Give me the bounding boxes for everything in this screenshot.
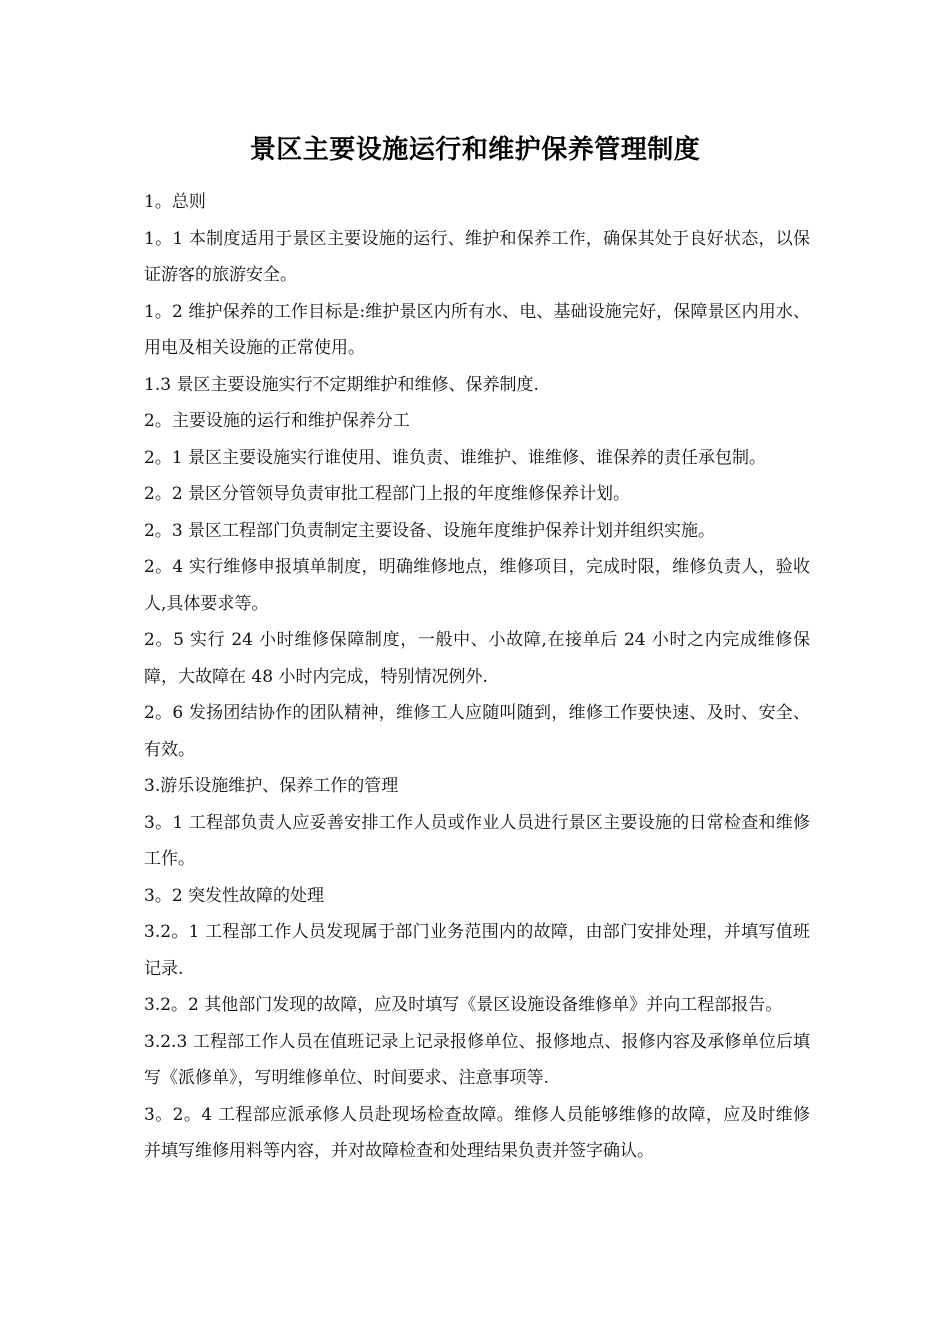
paragraph-2-1: 2。1 景区主要设施实行谁使用、谁负责、谁维护、谁维修、谁保养的责任承包制。: [144, 447, 767, 468]
paragraph-1-2: 1。2 维护保养的工作目标是:维护景区内所有水、电、基础设施完好，保障景区内用水、用电及相关设施的正常使用。: [144, 301, 810, 358]
paragraph-2-6: 2。6 发扬团结协作的团队精神，维修工人应随叫随到，维修工作要快速、及时、安全、有效。: [144, 703, 810, 760]
paragraph-3: 3.游乐设施维护、保养工作的管理: [144, 776, 399, 796]
paragraph-1: 1。总则: [144, 192, 206, 212]
paragraph-3-2-4: 3。2。4 工程部应派承修人员赴现场检查故障。维修人员能够维修的故障，应及时维修并填写维修用料等内容，并对故障检查和处理结果负责并签字确认。: [144, 1104, 810, 1161]
paragraph-2: 2。主要设施的运行和维护保养分工: [144, 411, 410, 431]
paragraph-2-4: 2。4 实行维修申报填单制度，明确维修地点，维修项目，完成时限，维修负责人，验收人,具体要求等。: [144, 557, 810, 614]
paragraph-3-2-1: 3.2。1 工程部工作人员发现属于部门业务范围内的故障，由部门安排处理，并填写值班记录.: [144, 922, 810, 979]
paragraph-3-1: 3。1 工程部负责人应妥善安排工作人员或作业人员进行景区主要设施的日常检查和维修工作。: [144, 812, 810, 869]
paragraph-2-5: 2。5 实行 24 小时维修保障制度，一般中、小故障,在接单后 24 小时之内完成维修保障，大故障在 48 小时内完成，特别情况例外.: [144, 630, 810, 687]
paragraph-3-2: 3。2 突发性故障的处理: [144, 885, 325, 906]
paragraph-3-2-2: 3.2。2 其他部门发现的故障，应及时填写《景区设施设备维修单》并向工程部报告。: [144, 995, 783, 1015]
paragraph-2-2: 2。2 景区分管领导负责审批工程部门上报的年度维修保养计划。: [144, 484, 631, 504]
document-body: [144, 184, 810, 1170]
paragraph-1-3: 1.3 景区主要设施实行不定期维护和维修、保养制度.: [144, 374, 539, 395]
paragraph-3-2-3: 3.2.3 工程部工作人员在值班记录上记录报修单位、报修地点、报修内容及承修单位后填写《派修单》，写明维修单位、时间要求、注意事项等.: [144, 1031, 810, 1088]
paragraph-1-1: 1。1 本制度适用于景区主要设施的运行、维护和保养工作，确保其处于良好状态，以保证游客的旅游安全。: [144, 228, 810, 285]
paragraph-2-3: 2。3 景区工程部门负责制定主要设备、设施年度维护保养计划并组织实施。: [144, 520, 716, 541]
document-title: 景区主要设施运行和维护保养管理制度: [249, 135, 701, 165]
